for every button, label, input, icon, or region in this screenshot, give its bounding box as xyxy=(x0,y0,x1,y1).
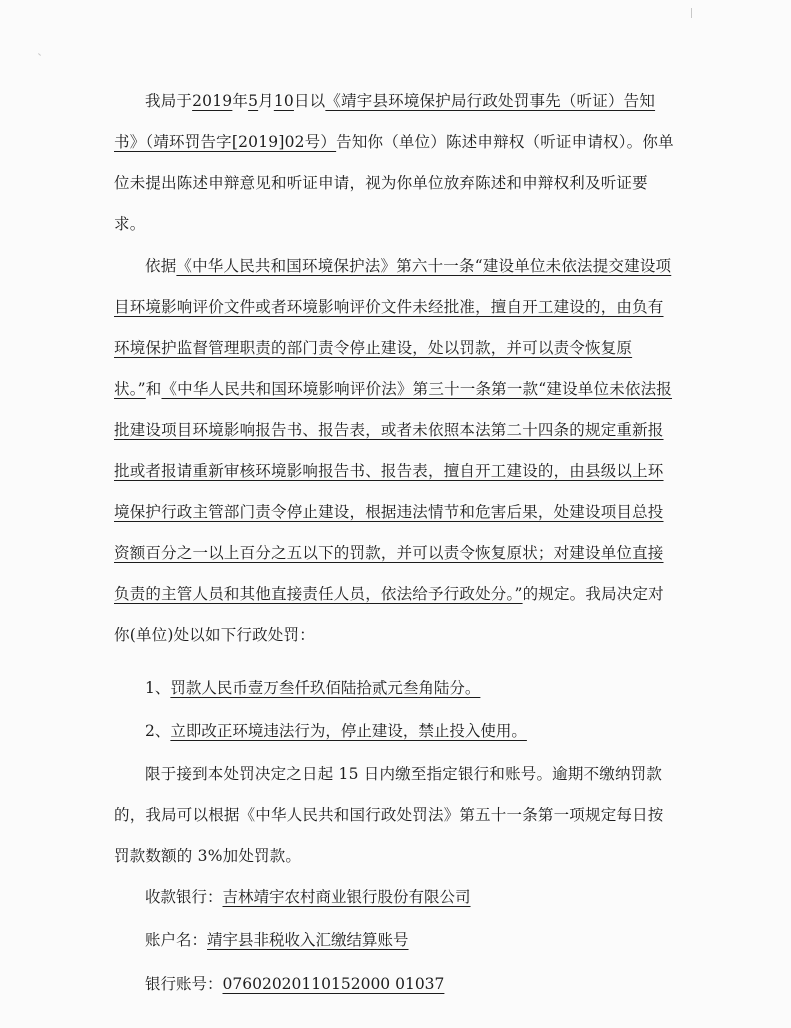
penalty-item-1 xyxy=(145,668,480,709)
paragraph-notice xyxy=(114,81,674,245)
month: 5 xyxy=(248,92,259,110)
year: 2019 xyxy=(192,92,233,110)
bank-label: 收款银行： xyxy=(145,888,223,906)
item-number: 2、 xyxy=(145,722,171,740)
account-name-label: 账户名： xyxy=(145,931,208,949)
law-citation-1: 《中华人民共和国环境保护法》第六十一条“建设单位未依法提交建设项目环境影响评价文件或者环境影响评价文件未经批准，擅自开工建设的，由负有环境保护监督管理职责的部门责令停止建设，处以罚款，并可以责令恢复原状。” xyxy=(114,257,672,398)
text: 告知你（单位）陈述申辩权（听证申请权）。你单位未提出陈述申辩意见和听证申请，视为你单位放弃陈述和申辩权利及听证要求。 xyxy=(114,133,674,233)
penalty-item-2 xyxy=(145,711,527,752)
notice-reference: 《靖宇县环境保护局行政处罚事先（听证）告知书》（靖环罚告字[2019]02号） xyxy=(114,92,656,151)
bank-row xyxy=(145,877,471,918)
paragraph-payment-deadline: 限于接到本处罚决定之日起 15 日内缴至指定银行和账号。逾期不缴纳罚款的，我局可以根据《中华人民共和国行政处罚法》第五十一条第一项规定每日按罚款数额的 3%加处罚款。 xyxy=(114,765,664,865)
day: 10 xyxy=(273,92,294,110)
text: 月 xyxy=(258,92,274,110)
text: 依据 xyxy=(145,257,177,275)
scan-mark xyxy=(38,53,41,56)
account-number-value: 07602020110152000 01037 xyxy=(222,975,445,993)
text: 的规定。我局决定对你(单位)处以如下行政处罚： xyxy=(114,585,664,644)
account-name-row xyxy=(145,920,409,961)
item-text: 罚款人民币壹万叁仟玖佰陆拾贰元叁角陆分。 xyxy=(170,679,481,697)
paragraph-legal-basis xyxy=(114,246,674,656)
law-citation-2: 《中华人民共和国环境影响评价法》第三十一条第一款“建设单位未依法报批建设项目环境影响报告书、报告表，或者未依照本法第二十四条的规定重新报批或者报请重新审核环境影响报告书、报告表，擅自开工建设的，由县级以上环境保护行政主管部门责令停止建设，根据违法情节和危害后果，处建设项目总投资额百分之一以上百分之五以下的罚款，并可以责令恢复原状；对建设单位直接负责的主管人员和其他直接责任人员，依法给予行政处分。” xyxy=(114,380,673,603)
account-name-value: 靖宇县非税收入汇缴结算账号 xyxy=(207,931,409,949)
text: 我局于 xyxy=(145,92,193,110)
text: 和 xyxy=(145,380,162,398)
text: 日以 xyxy=(293,92,326,110)
account-number-row xyxy=(145,964,444,1005)
item-text: 立即改正环境违法行为，停止建设，禁止投入使用。 xyxy=(170,722,527,740)
bank-value: 吉林靖宇农村商业银行股份有限公司 xyxy=(222,888,471,906)
text: 年 xyxy=(232,92,249,110)
account-number-label: 银行账号： xyxy=(145,975,223,993)
scan-mark xyxy=(691,8,692,18)
item-number: 1、 xyxy=(145,679,171,697)
